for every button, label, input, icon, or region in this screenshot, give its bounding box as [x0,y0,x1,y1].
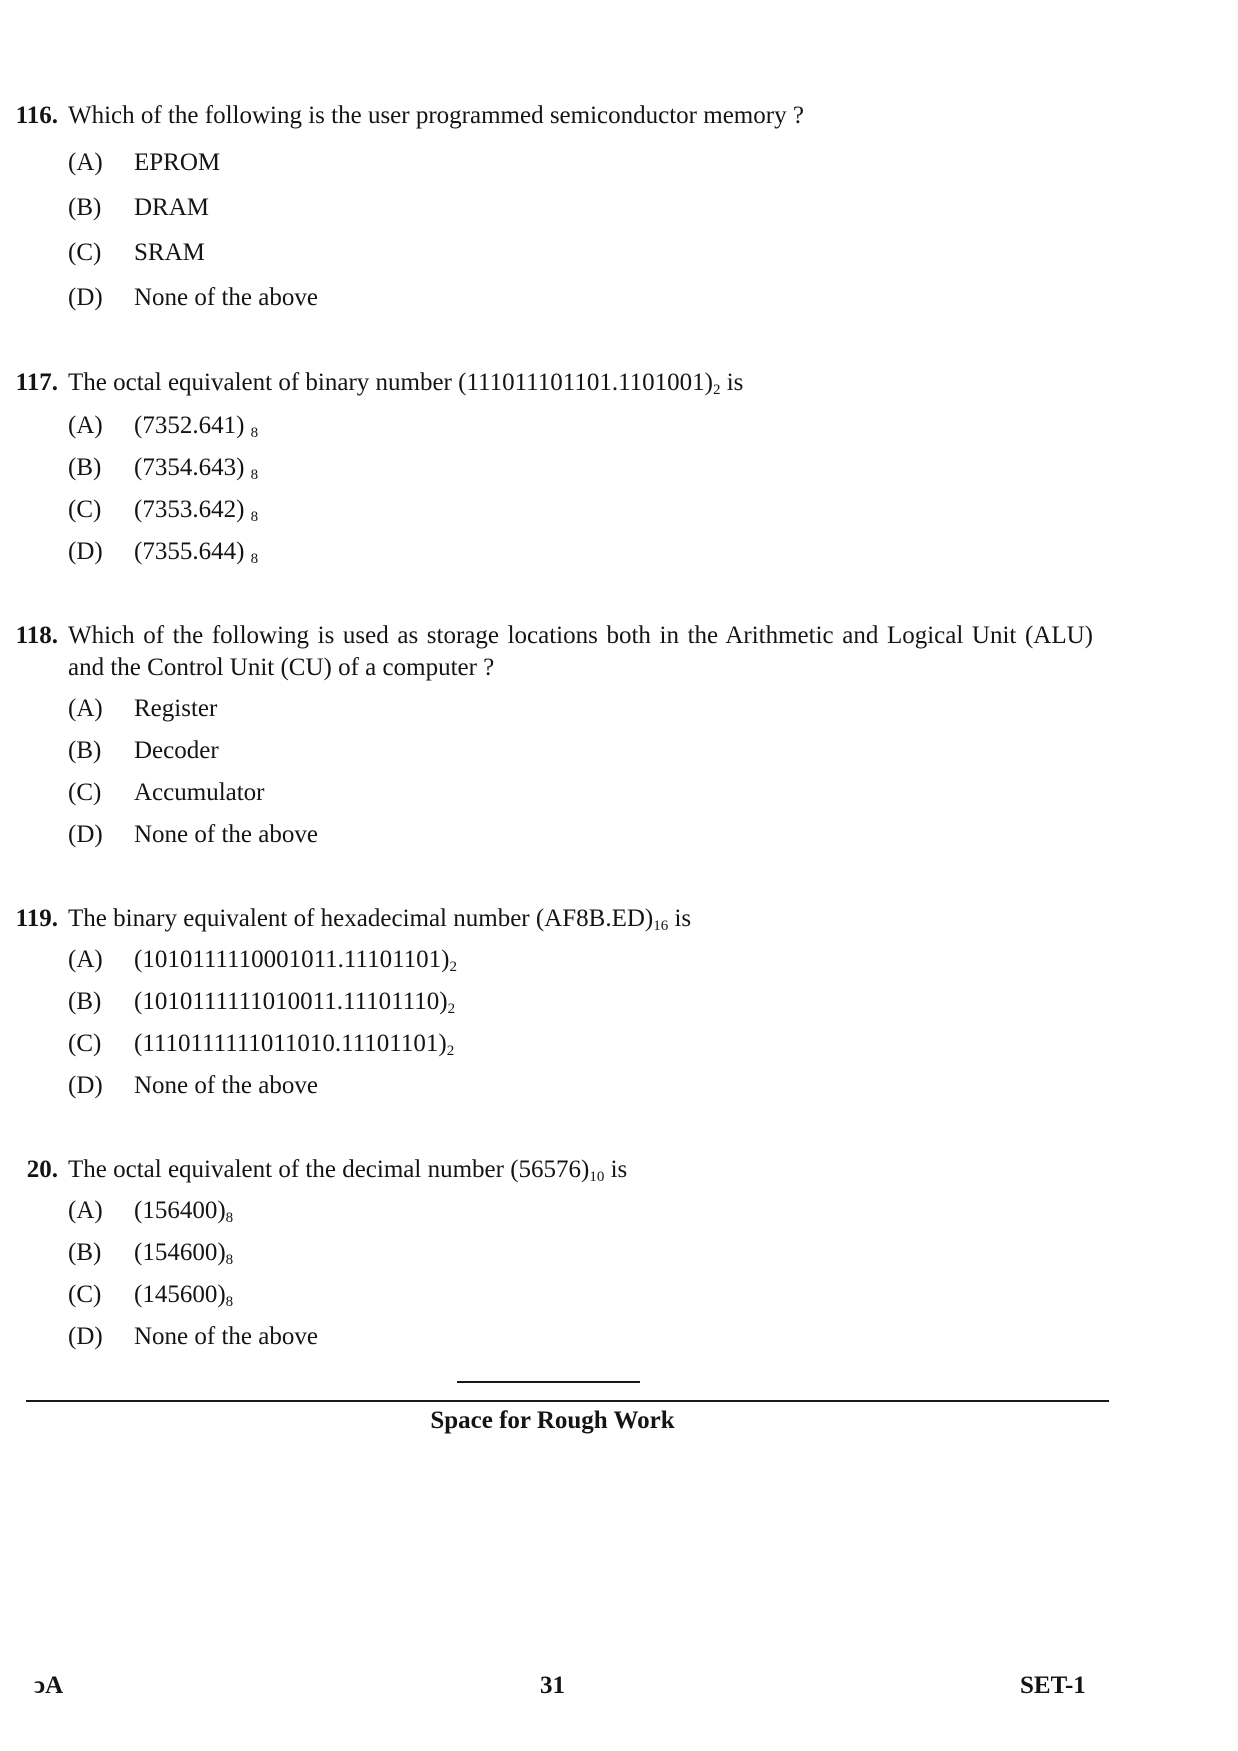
option-text: None of the above [134,284,318,311]
option-text: DRAM [134,194,210,221]
question-text: The octal equivalent of the decimal number $(56576)_{10}$ is [68,1156,628,1185]
option-text: (7352.641) [134,412,245,439]
option-label: (A) [68,1197,103,1224]
option-text: (1010111110001011.11101101) [134,946,450,973]
option-text: None of the above [134,1323,318,1350]
option-label: (A) [68,946,103,973]
option-label: (D) [68,284,103,311]
option-c: (C) $(1110111111011010.11101101)_2$ [68,1030,455,1059]
question-number: 20. [26,1156,58,1183]
option-label: (B) [68,737,102,764]
question-number: 116. [15,102,58,129]
option-d [68,282,318,314]
question-text: Which of the following is used as storage locations both in the Arithmetic and Logical Unit (ALU) and the Control Unit (CU) of a computer ? [68,622,1093,681]
option-label: (D) [68,1072,103,1099]
option-label: (D) [68,1323,103,1350]
option-text: (145600) [134,1281,226,1308]
option-a: (A) (7352.641) $_8$ [68,412,259,441]
option-b: (B) (7354.643) $_8$ [68,454,259,483]
option-text: None of the above [134,821,318,848]
option-label: (D) [68,538,103,565]
question-number: 118. [15,622,58,649]
option-a [68,147,220,179]
option-label: (B) [68,194,102,221]
option-label: (C) [68,1030,102,1057]
option-label: (C) [68,239,102,266]
option-c: (C) (7353.642) $_8$ [68,496,259,525]
option-text: Accumulator [134,779,265,806]
option-label: (B) [68,454,102,481]
option-b: (B) $(154600)_8$ [68,1239,234,1268]
option-text: (7354.643) [134,454,245,481]
option-c: (C) $(145600)_8$ [68,1281,234,1310]
set-label: SET-1 [1020,1672,1086,1699]
rough-work-divider [26,1400,1109,1402]
option-a [68,693,217,725]
end-of-questions-rule [457,1381,640,1383]
question-number: 119. [15,905,58,932]
option-b [68,192,209,224]
option-text: EPROM [134,149,221,176]
question-number: 117. [15,369,58,396]
option-label: (C) [68,779,102,806]
option-label: (C) [68,1281,102,1308]
question-text: Which of the following is the user programmed semiconductor memory ? [68,102,804,129]
option-b: (B) $(1010111111010011.11101110)_2$ [68,988,456,1017]
option-label: (A) [68,695,103,722]
footer-code: ͻA [34,1672,64,1699]
option-a: (A) $(156400)_8$ [68,1197,234,1226]
question-text: The binary equivalent of hexadecimal number $(AF8B.ED)_{16}$ is [68,905,692,934]
option-text: None of the above [134,1072,318,1099]
option-text: Decoder [134,737,219,764]
option-b [68,735,219,767]
option-d [68,1070,318,1102]
option-label: (A) [68,149,103,176]
option-d [68,1321,318,1353]
option-label: (B) [68,1239,102,1266]
option-label: (A) [68,412,103,439]
option-text: (154600) [134,1239,226,1266]
option-text: SRAM [134,239,205,266]
option-c [68,777,265,809]
option-c [68,237,205,269]
option-text: (7355.644) [134,538,245,565]
option-label: (D) [68,821,103,848]
option-text: (1110111111011010.11101101) [134,1030,447,1057]
rough-work-heading: Space for Rough Work [430,1407,675,1434]
option-text: (156400) [134,1197,226,1224]
option-d: (D) (7355.644) $_8$ [68,538,259,567]
option-label: (C) [68,496,102,523]
option-text: (7353.642) [134,496,245,523]
question-text: The octal equivalent of binary number $(111011101101.1101001)_2$ is [68,369,744,398]
option-a: (A) $(1010111110001011.11101101)_2$ [68,946,457,975]
option-text: (1010111111010011.11101110) [134,988,448,1015]
option-d [68,819,318,851]
option-label: (B) [68,988,102,1015]
option-text: Register [134,695,218,722]
page-number: 31 [540,1672,565,1699]
